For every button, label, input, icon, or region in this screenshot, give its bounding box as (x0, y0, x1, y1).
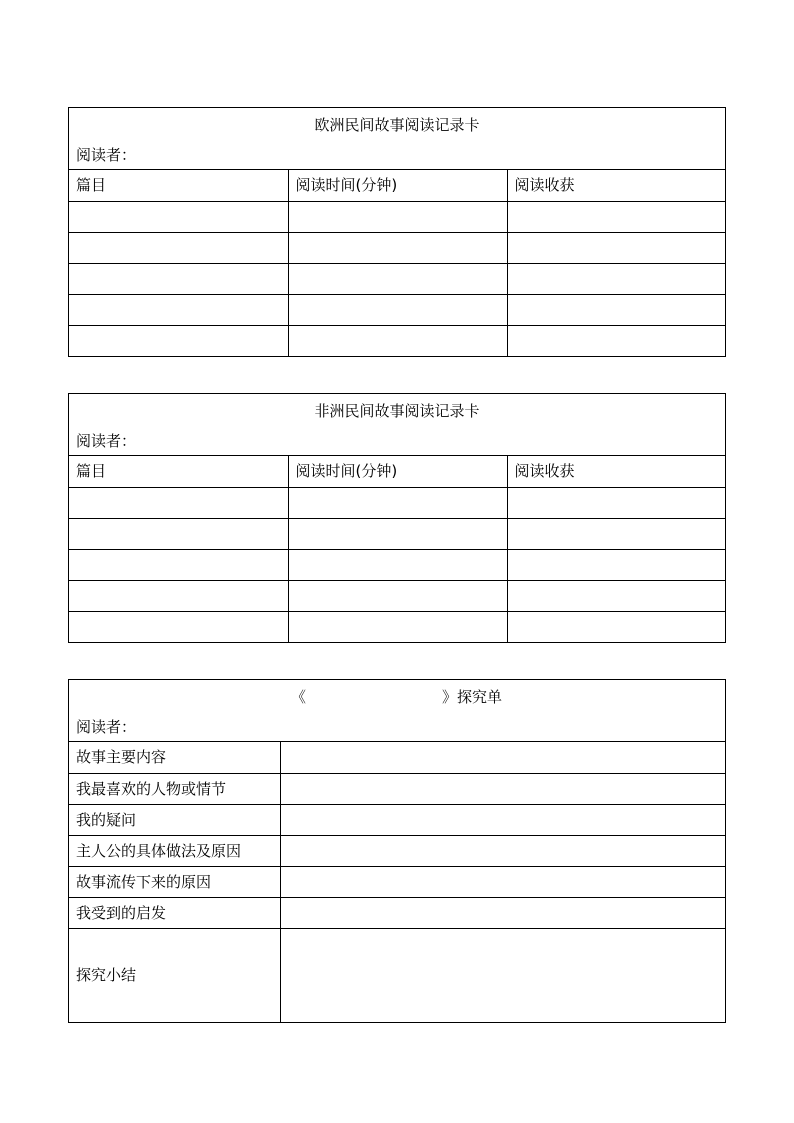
table-row (69, 580, 725, 611)
column-header-gains: 阅读收获 (507, 456, 725, 487)
table-row (69, 232, 725, 263)
time-cell[interactable] (288, 487, 507, 518)
table-row (69, 866, 725, 897)
item-value[interactable] (280, 773, 725, 804)
reader-label: 阅读者： (76, 432, 137, 450)
time-cell[interactable] (288, 611, 507, 642)
inquiry-title (69, 687, 725, 707)
title-cell[interactable] (69, 580, 288, 611)
gains-cell[interactable] (507, 294, 725, 325)
title-cell[interactable] (69, 518, 288, 549)
table-row (69, 201, 725, 232)
table-header-row (69, 170, 725, 201)
item-label: 我受到的启发 (69, 897, 280, 928)
reader-label: 阅读者： (76, 146, 137, 164)
table-header-row (69, 456, 725, 487)
card-title: 欧洲民间故事阅读记录卡 (314, 116, 480, 134)
table-row (69, 263, 725, 294)
gains-cell[interactable] (507, 611, 725, 642)
card-title: 非洲民间故事阅读记录卡 (314, 402, 480, 420)
title-cell[interactable] (69, 549, 288, 580)
gains-cell[interactable] (507, 232, 725, 263)
table-row (69, 611, 725, 642)
title-cell[interactable] (69, 325, 288, 356)
item-label: 故事流传下来的原因 (69, 866, 280, 897)
time-cell[interactable] (288, 232, 507, 263)
title-cell[interactable] (69, 294, 288, 325)
column-header-title: 篇目 (76, 176, 107, 195)
item-label: 主人公的具体做法及原因 (69, 835, 280, 866)
table-row (69, 325, 725, 356)
item-label: 故事主要内容 (76, 748, 167, 767)
item-label: 我最喜欢的人物或情节 (69, 773, 280, 804)
table-row (69, 487, 725, 518)
table-row (69, 549, 725, 580)
item-label: 探究小结 (69, 928, 280, 1022)
inquiry-table (69, 742, 725, 1022)
gains-cell[interactable] (507, 518, 725, 549)
item-value[interactable] (280, 742, 725, 773)
item-label: 我的疑问 (69, 804, 280, 835)
reader-label: 阅读者： (76, 718, 137, 736)
reading-record-table (69, 456, 725, 642)
gains-cell[interactable] (507, 263, 725, 294)
time-cell[interactable] (288, 549, 507, 580)
table-row (69, 928, 725, 1022)
card-header (69, 394, 725, 456)
title-cell[interactable] (69, 232, 288, 263)
africa-reading-card (68, 393, 726, 643)
table-row (69, 773, 725, 804)
inquiry-sheet (68, 679, 726, 1023)
title-cell[interactable] (69, 487, 288, 518)
title-cell[interactable] (69, 263, 288, 294)
gains-cell[interactable] (507, 580, 725, 611)
time-cell[interactable] (288, 518, 507, 549)
gains-cell[interactable] (507, 549, 725, 580)
card-header (69, 108, 725, 170)
item-value[interactable] (280, 928, 725, 1022)
table-row (69, 294, 725, 325)
title-open-bracket: 《 (291, 688, 307, 706)
table-row (69, 518, 725, 549)
time-cell[interactable] (288, 201, 507, 232)
card-header (69, 680, 725, 742)
gains-cell[interactable] (507, 201, 725, 232)
table-row (69, 804, 725, 835)
title-cell[interactable] (69, 611, 288, 642)
column-header-time: 阅读时间(分钟) (288, 456, 507, 487)
reading-record-table (69, 170, 725, 356)
item-value[interactable] (280, 835, 725, 866)
time-cell[interactable] (288, 294, 507, 325)
column-header-gains: 阅读收获 (507, 170, 725, 201)
table-row (69, 742, 725, 773)
column-header-time: 阅读时间(分钟) (288, 170, 507, 201)
gains-cell[interactable] (507, 487, 725, 518)
title-close-suffix: 》探究单 (442, 688, 503, 706)
gains-cell[interactable] (507, 325, 725, 356)
time-cell[interactable] (288, 263, 507, 294)
item-value[interactable] (280, 897, 725, 928)
item-value[interactable] (280, 866, 725, 897)
title-cell[interactable] (69, 201, 288, 232)
table-row (69, 897, 725, 928)
column-header-title: 篇目 (76, 462, 107, 481)
time-cell[interactable] (288, 580, 507, 611)
time-cell[interactable] (288, 325, 507, 356)
item-value[interactable] (280, 804, 725, 835)
table-row (69, 835, 725, 866)
europe-reading-card (68, 107, 726, 357)
